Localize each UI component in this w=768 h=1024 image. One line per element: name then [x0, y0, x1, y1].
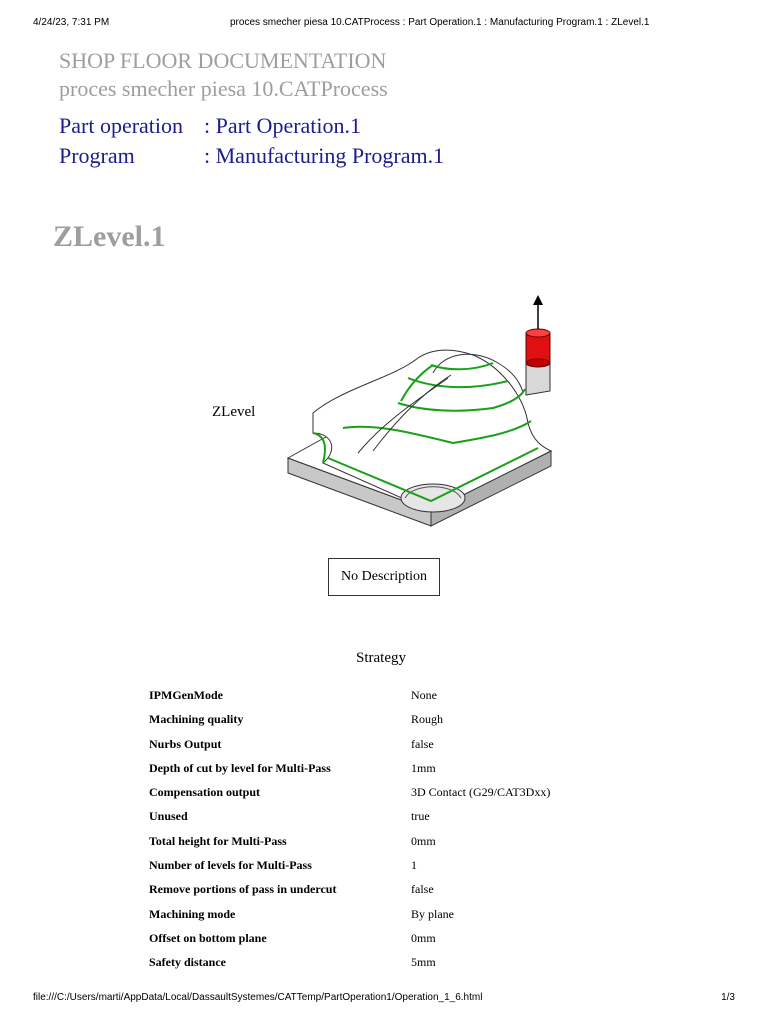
program-row [59, 142, 444, 170]
parameter-value: 3D Contact (G29/CAT3Dxx) [411, 785, 551, 800]
parameter-row [149, 783, 609, 807]
print-footer [33, 992, 735, 1006]
parameter-name: Unused [149, 809, 188, 824]
description-text: No Description [341, 569, 427, 584]
print-url: file:///C:/Users/marti/AppData/Local/DassaultSystemes/CATTemp/PartOperation1/Operation_1_6.html [33, 992, 483, 1003]
operation-title: ZLevel.1 [53, 220, 166, 253]
doc-heading: SHOP FLOOR DOCUMENTATION [59, 48, 387, 73]
print-title: proces smecher piesa 10.CATProcess : Part Operation.1 : Manufacturing Program.1 : ZLevel.1 [230, 17, 650, 28]
parameter-value: true [411, 809, 430, 824]
parameter-row [149, 759, 609, 783]
parameter-row [149, 710, 609, 734]
part-operation-row [59, 112, 361, 140]
strategy-parameter-table [149, 686, 609, 978]
parameter-name: Number of levels for Multi-Pass [149, 858, 312, 873]
program-label: Program [59, 143, 135, 168]
parameter-row [149, 880, 609, 904]
parameter-value: 1mm [411, 760, 436, 775]
description-box [328, 558, 440, 596]
parameter-value: 0mm [411, 833, 436, 848]
parameter-name: Compensation output [149, 785, 261, 800]
print-datetime: 4/24/23, 7:31 PM [33, 17, 110, 28]
parameter-row [149, 905, 609, 929]
parameter-name: Remove portions of pass in undercut [149, 882, 337, 897]
parameter-row [149, 856, 609, 880]
strategy-heading: Strategy [356, 650, 406, 666]
process-name: proces smecher piesa 10.CATProcess [59, 76, 388, 101]
parameter-value: 0mm [411, 930, 436, 945]
parameter-name: Total height for Multi-Pass [149, 833, 287, 848]
parameter-value: None [411, 688, 437, 702]
parameter-row [149, 953, 609, 977]
parameter-value: By plane [411, 906, 454, 921]
parameter-row [149, 686, 609, 710]
operation-type-label: ZLevel [212, 404, 256, 420]
tool-bottom [526, 359, 550, 367]
page-number: 1/3 [721, 992, 735, 1003]
parameter-value: Rough [411, 712, 444, 727]
program-value: : Manufacturing Program.1 [204, 143, 445, 168]
parameter-name: Machining mode [149, 906, 236, 921]
parameter-name: Nurbs Output [149, 736, 222, 751]
parameter-row [149, 807, 609, 831]
parameter-value: false [411, 882, 434, 897]
print-header [33, 17, 735, 31]
parameter-value: 5mm [411, 955, 436, 970]
parameter-name: Safety distance [149, 955, 226, 970]
parameter-value: false [411, 736, 434, 751]
parameter-value: 1 [411, 858, 417, 873]
parameter-row [149, 735, 609, 759]
part-operation-value: : Part Operation.1 [204, 113, 362, 138]
parameter-row [149, 832, 609, 856]
parameter-name: Depth of cut by level for Multi-Pass [149, 760, 331, 775]
zlevel-illustration [283, 293, 563, 533]
parameter-name: Offset on bottom plane [149, 930, 267, 945]
tool-top [526, 329, 550, 337]
parameter-name: IPMGenMode [149, 688, 223, 702]
parameter-name: Machining quality [149, 712, 244, 727]
part-operation-label: Part operation [59, 113, 184, 138]
parameter-row [149, 929, 609, 953]
arrow-head-icon [533, 295, 543, 305]
